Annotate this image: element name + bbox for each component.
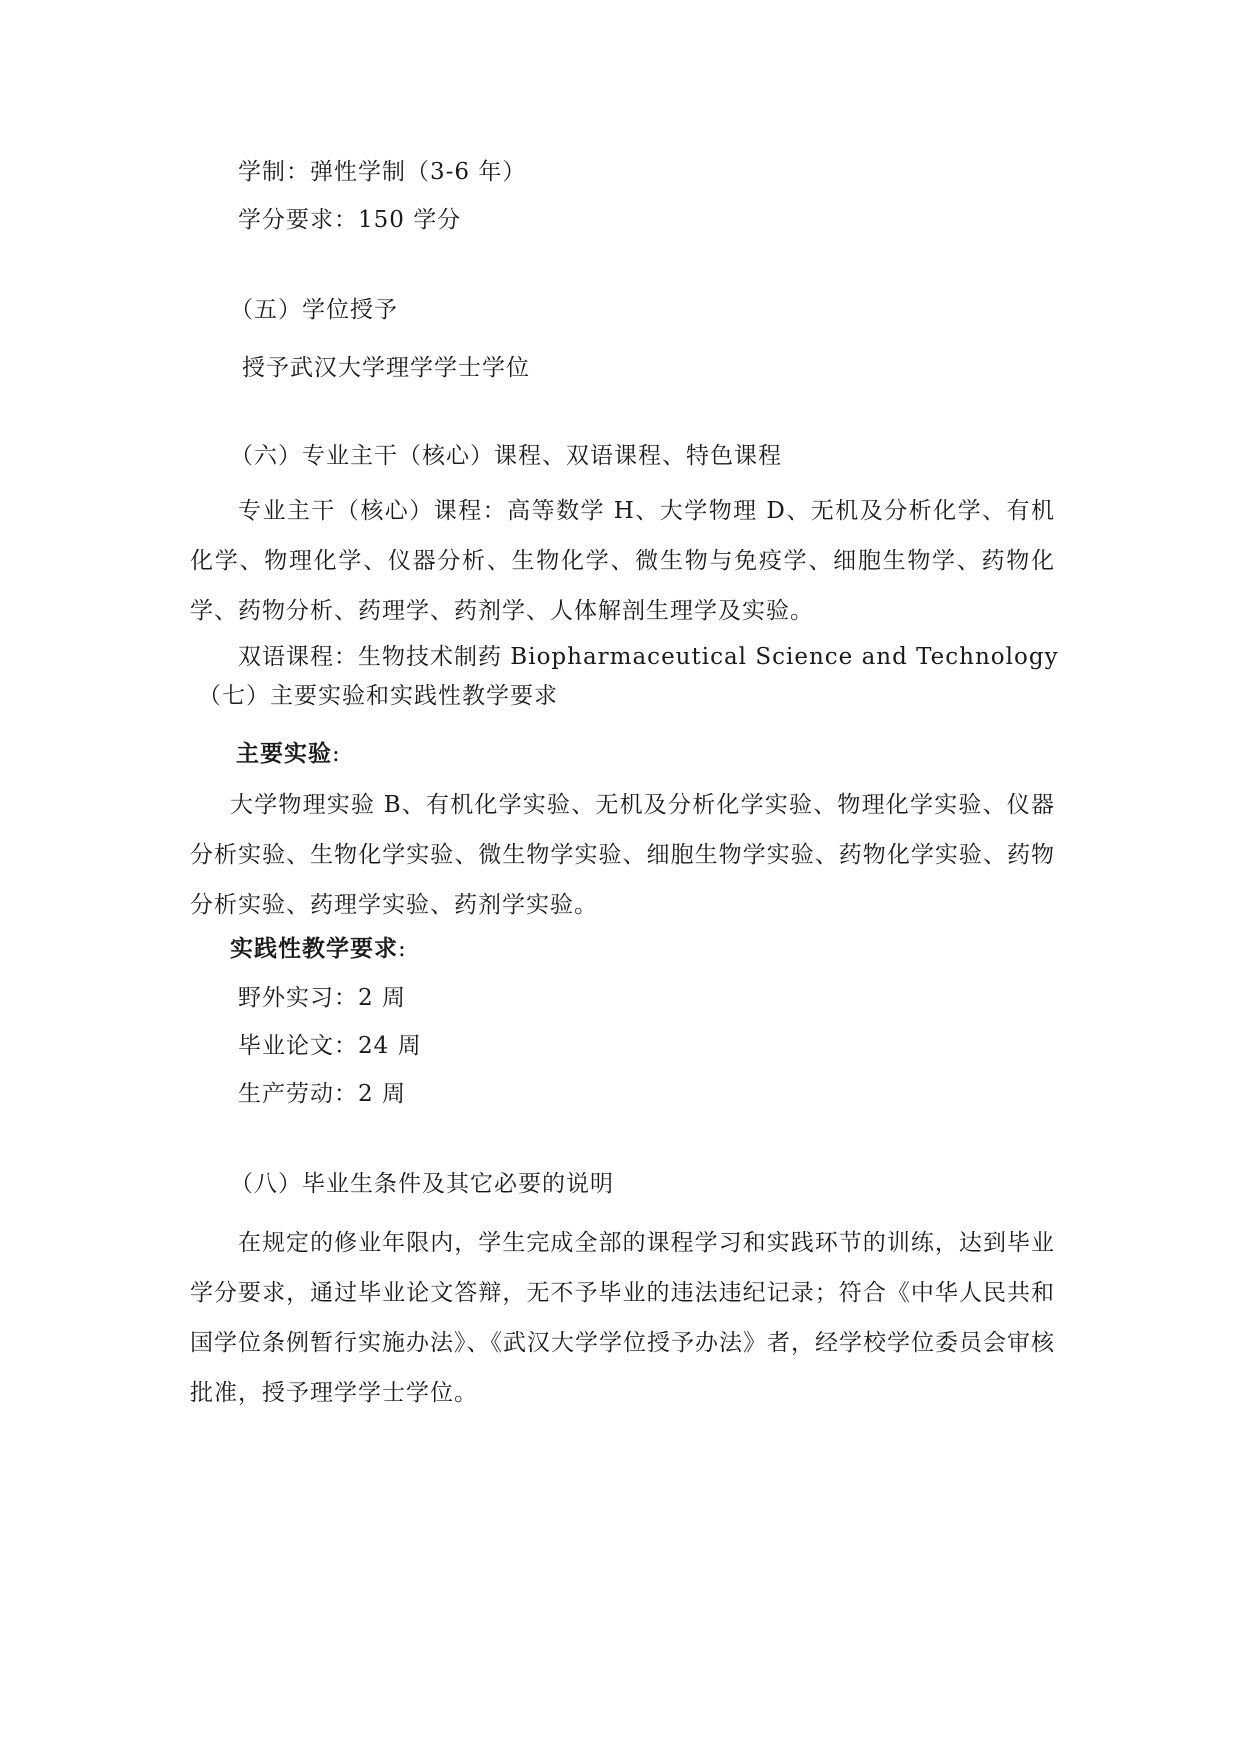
degree-text: 授予武汉大学理学学士学位 (242, 355, 530, 381)
bilingual-courses: 双语课程：生物技术制药 Biopharmaceutical Science and Technology (238, 644, 1059, 670)
practice-item: 毕业论文：24 周 (238, 1033, 422, 1059)
core-courses-paragraph: 专业主干（核心）课程：高等数学 H、大学物理 D、无机及分析化学、有机化学、物理化学、仪器分析、生物化学、微生物与免疫学、细胞生物学、药物化学、药物分析、药理学、药剂学、人体解剖生理学及实验。 (190, 498, 1055, 624)
section-heading-degree: （五）学位授予 (230, 297, 398, 323)
section-heading-experiments: （七）主要实验和实践性教学要求 (198, 683, 558, 709)
practice-title: 实践性教学要求 (230, 935, 398, 962)
practice-colon: : (398, 936, 407, 962)
section-heading-courses: （六）专业主干（核心）课程、双语课程、特色课程 (230, 443, 782, 469)
practice-item: 生产劳动：2 周 (238, 1081, 406, 1107)
schooling-system: 学制：弹性学制（3-6 年） (238, 159, 527, 185)
main-experiments-label (236, 740, 341, 768)
practice-label (230, 935, 407, 963)
main-experiments-title: 主要实验 (236, 740, 332, 767)
main-experiments-paragraph: 大学物理实验 B、有机化学实验、无机及分析化学实验、物理化学实验、仪器分析实验、生物化学实验、微生物学实验、细胞生物学实验、药物化学实验、药物分析实验、药理学实验、药剂学实验。 (190, 792, 1055, 918)
credit-requirement: 学分要求：150 学分 (238, 207, 462, 233)
main-experiments-colon: : (332, 741, 341, 767)
practice-item: 野外实习：2 周 (238, 985, 406, 1011)
section-heading-graduation: （八）毕业生条件及其它必要的说明 (230, 1171, 614, 1197)
graduation-paragraph: 在规定的修业年限内，学生完成全部的课程学习和实践环节的训练，达到毕业学分要求，通过毕业论文答辩，无不予毕业的违法违纪记录；符合《中华人民共和国学位条例暂行实施办法》、《武汉大学学位授予办法》者，经学校学位委员会审核批准，授予理学学士学位。 (190, 1230, 1055, 1406)
